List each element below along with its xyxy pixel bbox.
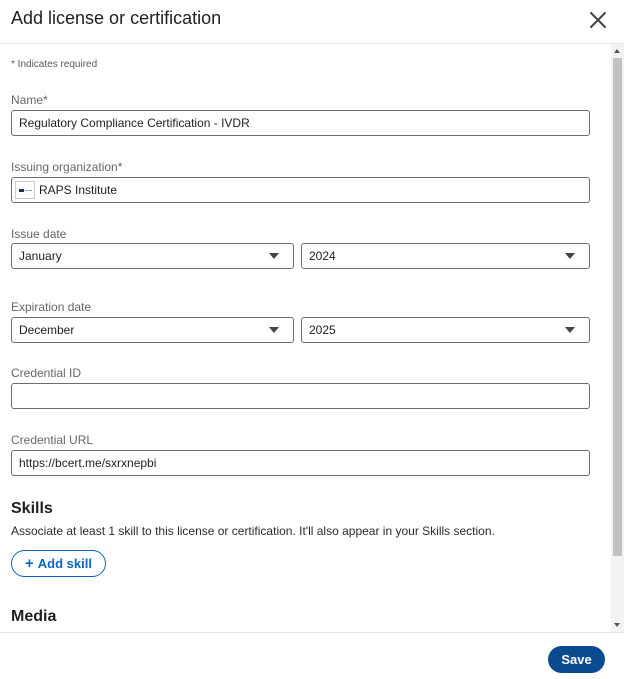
chevron-down-icon: [269, 253, 279, 259]
chevron-down-icon: [565, 253, 575, 259]
add-skill-label: Add skill: [37, 556, 92, 571]
name-input[interactable]: [11, 110, 590, 136]
skills-heading: Skills: [11, 500, 53, 517]
chevron-down-icon: [269, 327, 279, 333]
issue-date-label: Issue date: [11, 227, 67, 241]
issue-year-value: 2024: [309, 249, 336, 263]
dialog-body[interactable]: [0, 44, 611, 632]
scrollbar[interactable]: [611, 44, 624, 632]
issuing-org-input[interactable]: [11, 177, 590, 203]
credential-url-input[interactable]: [11, 450, 590, 476]
credential-url-value: https://bcert.me/sxrxnepbi: [19, 456, 157, 470]
media-heading: Media: [11, 608, 57, 625]
required-note: * Indicates required: [11, 59, 98, 70]
expiration-date-label: Expiration date: [11, 300, 92, 314]
close-icon: [586, 8, 610, 32]
expiration-year-select[interactable]: [301, 317, 590, 343]
skills-help-text: Associate at least 1 skill to this license or certification. It'll also appear in your Skills section.: [11, 524, 495, 538]
save-button[interactable]: Save: [548, 646, 605, 673]
issuing-org-label: Issuing organization*: [11, 160, 123, 174]
expiration-month-select[interactable]: [11, 317, 294, 343]
issue-month-select[interactable]: [11, 243, 294, 269]
plus-icon: +: [25, 555, 34, 572]
issue-month-value: January: [19, 249, 62, 263]
credential-id-input[interactable]: [11, 383, 590, 409]
dialog-footer: [0, 632, 624, 679]
add-skill-button[interactable]: [11, 550, 106, 577]
expiration-year-value: 2025: [309, 323, 336, 337]
name-label: Name*: [11, 93, 48, 107]
issue-year-select[interactable]: [301, 243, 590, 269]
dialog-header: [0, 0, 624, 44]
scroll-up-arrow-icon[interactable]: [614, 49, 620, 53]
issuing-org-value: RAPS Institute: [39, 183, 118, 197]
dialog-title: Add license or certification: [11, 8, 222, 28]
scrollbar-thumb[interactable]: [613, 58, 622, 556]
expiration-month-value: December: [19, 323, 75, 337]
close-button[interactable]: [586, 8, 610, 32]
credential-url-label: Credential URL: [11, 433, 94, 447]
chevron-down-icon: [565, 327, 575, 333]
name-value: Regulatory Compliance Certification - IVDR: [19, 116, 250, 130]
scroll-down-arrow-icon[interactable]: [614, 623, 620, 627]
organization-logo-icon: [15, 181, 35, 199]
credential-id-label: Credential ID: [11, 366, 82, 380]
